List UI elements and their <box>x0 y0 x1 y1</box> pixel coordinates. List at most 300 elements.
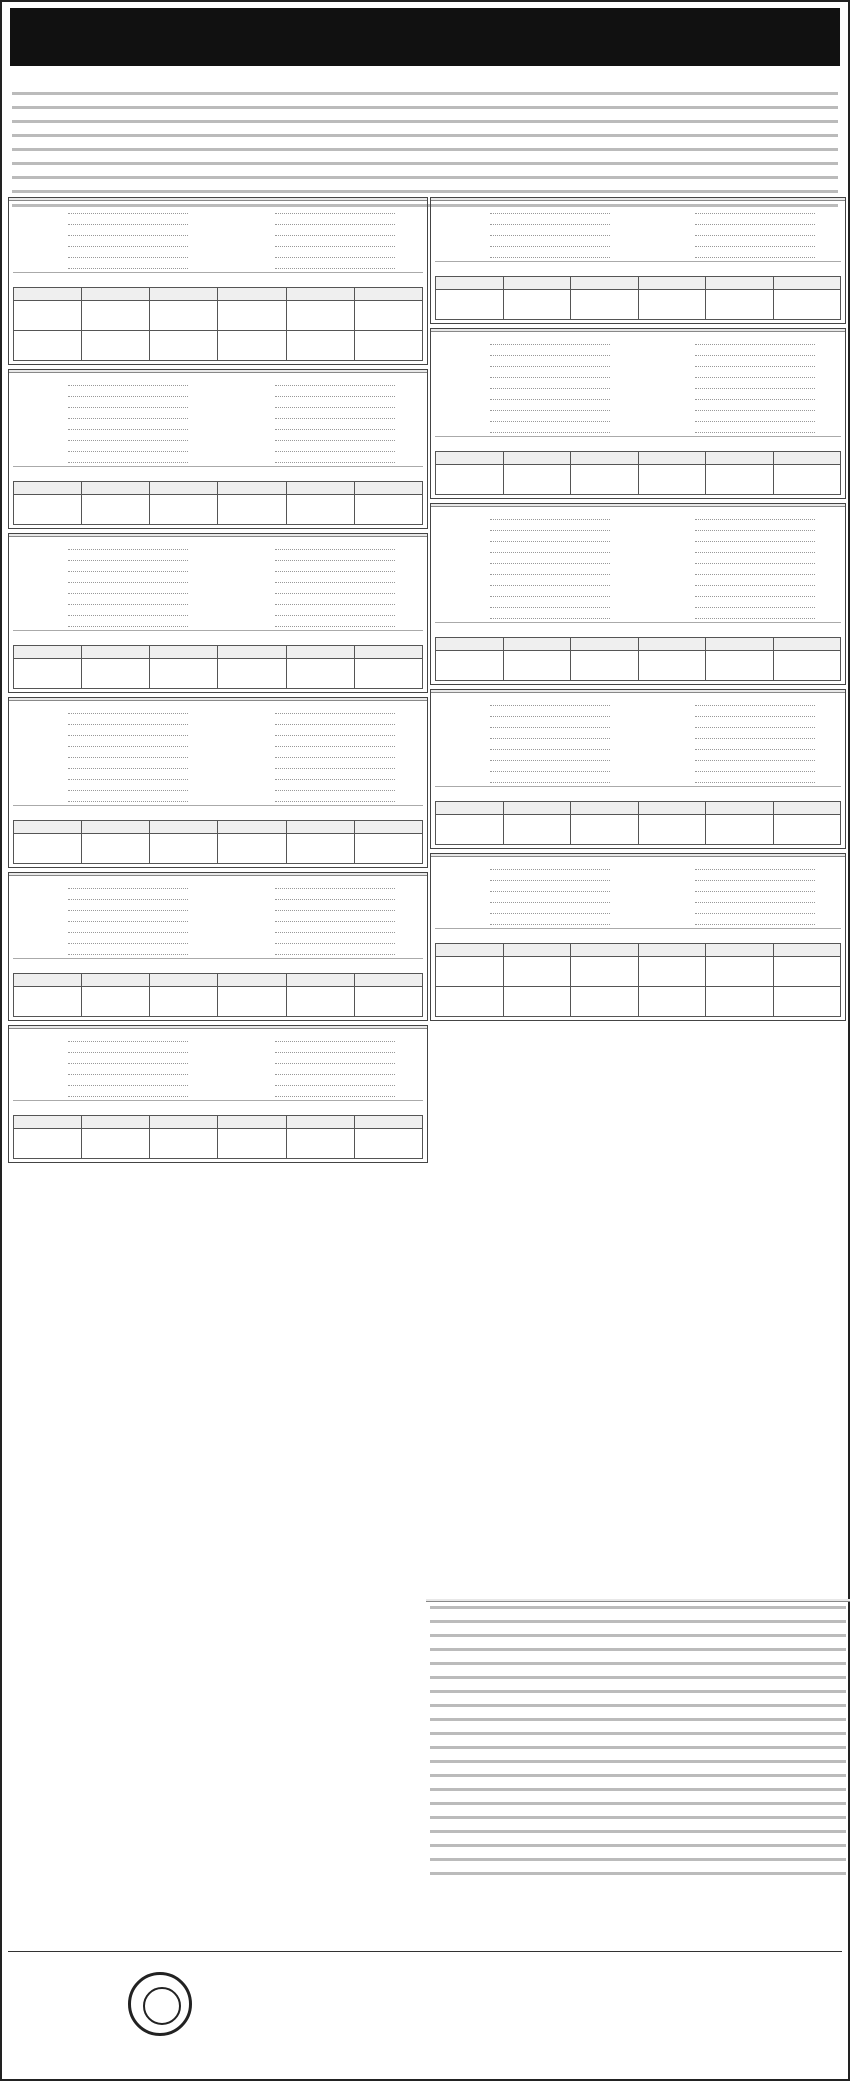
record-field <box>13 226 216 237</box>
notice-reference-line <box>435 928 841 940</box>
property-table-header <box>773 452 841 465</box>
table-cell <box>436 290 504 320</box>
property-table-header <box>218 974 286 987</box>
record-field <box>640 576 841 587</box>
notice-reference-line <box>13 1100 423 1112</box>
record-field <box>13 573 216 584</box>
intro-line <box>12 120 838 130</box>
record-field <box>435 237 636 248</box>
record-field <box>640 762 841 773</box>
table-row <box>14 834 423 864</box>
table-row <box>14 331 423 361</box>
notice-reference-line <box>435 622 841 634</box>
record-field <box>640 532 841 543</box>
record-field <box>640 390 841 401</box>
property-table-header <box>571 802 639 815</box>
record-field <box>13 409 216 420</box>
table-cell <box>354 834 422 864</box>
record-field <box>220 923 423 934</box>
table-cell <box>82 1129 150 1159</box>
table-cell <box>638 957 706 987</box>
record-field <box>13 792 216 803</box>
table-cell <box>706 987 774 1017</box>
property-table-header <box>218 1116 286 1129</box>
record-field <box>435 204 636 215</box>
record-field <box>13 453 216 464</box>
footer <box>8 1951 842 2071</box>
table-cell <box>286 301 354 331</box>
property-table-header <box>773 944 841 957</box>
intro-line <box>12 176 838 186</box>
record-field <box>220 1032 423 1043</box>
property-table-header <box>150 288 218 301</box>
table-cell <box>14 659 82 689</box>
left-record-6 <box>8 1025 428 1163</box>
property-table-header <box>218 646 286 659</box>
property-table-header <box>286 1116 354 1129</box>
property-table-header <box>14 1116 82 1129</box>
condition-line <box>430 1718 846 1728</box>
title-line-1 <box>10 12 840 36</box>
property-table <box>13 973 423 1017</box>
property-table-header <box>82 646 150 659</box>
property-table-header <box>773 802 841 815</box>
table-cell <box>571 815 639 845</box>
record-field <box>220 726 423 737</box>
record-field <box>13 584 216 595</box>
table-cell <box>638 815 706 845</box>
record-field <box>435 587 636 598</box>
property-table-header <box>571 452 639 465</box>
record-field <box>640 915 841 926</box>
record-field <box>435 893 636 904</box>
table-cell <box>503 957 571 987</box>
table-cell <box>150 659 218 689</box>
record-field <box>220 945 423 956</box>
table-cell <box>706 957 774 987</box>
table-cell <box>638 651 706 681</box>
property-table-header <box>150 646 218 659</box>
property-table-header <box>436 452 504 465</box>
record-field <box>640 565 841 576</box>
record-field <box>220 1076 423 1087</box>
property-table-header <box>354 1116 422 1129</box>
record-field <box>640 740 841 751</box>
record-field <box>435 565 636 576</box>
table-row <box>14 1129 423 1159</box>
record-field <box>220 442 423 453</box>
condition-line <box>430 1760 846 1770</box>
record-field <box>640 609 841 620</box>
record-field <box>640 904 841 915</box>
intro-paragraph <box>12 88 838 178</box>
property-table-header <box>773 277 841 290</box>
property-table-header <box>354 288 422 301</box>
record-field <box>435 707 636 718</box>
record-field <box>435 598 636 609</box>
table-cell <box>218 331 286 361</box>
property-table-header <box>638 802 706 815</box>
record-field <box>13 1032 216 1043</box>
property-table <box>435 637 841 681</box>
table-cell <box>571 987 639 1017</box>
record-field <box>13 1043 216 1054</box>
property-table-header <box>436 944 504 957</box>
record-field <box>220 453 423 464</box>
record-heading <box>431 690 845 693</box>
property-table-header <box>503 944 571 957</box>
record-field <box>640 215 841 226</box>
table-cell <box>150 301 218 331</box>
record-field <box>640 412 841 423</box>
record-field <box>220 781 423 792</box>
condition-line <box>430 1690 846 1700</box>
record-field <box>435 904 636 915</box>
record-field <box>640 237 841 248</box>
table-cell <box>82 495 150 525</box>
table-cell <box>150 1129 218 1159</box>
record-field <box>435 751 636 762</box>
record-field <box>435 412 636 423</box>
property-table-header <box>14 974 82 987</box>
record-field <box>220 737 423 748</box>
table-cell <box>436 651 504 681</box>
table-cell <box>773 957 841 987</box>
notice-reference-line <box>13 272 423 284</box>
record-field <box>13 737 216 748</box>
record-field <box>435 718 636 729</box>
record-field <box>220 226 423 237</box>
record-field <box>435 335 636 346</box>
record-field <box>435 915 636 926</box>
condition-line <box>430 1788 846 1798</box>
left-record-1 <box>8 197 428 365</box>
record-field <box>220 1065 423 1076</box>
table-cell <box>286 495 354 525</box>
record-heading <box>9 698 427 701</box>
right-record-3 <box>430 503 846 685</box>
right-record-2 <box>430 328 846 499</box>
property-table-header <box>14 646 82 659</box>
table-cell <box>436 987 504 1017</box>
condition-line <box>430 1844 846 1854</box>
record-field <box>220 573 423 584</box>
left-column <box>8 197 428 1887</box>
record-field <box>435 401 636 412</box>
condition-line <box>430 1816 846 1826</box>
right-record-1 <box>430 197 846 324</box>
table-cell <box>773 815 841 845</box>
property-table-header <box>286 974 354 987</box>
record-field <box>13 398 216 409</box>
record-field <box>13 215 216 226</box>
record-field <box>640 204 841 215</box>
record-field <box>220 595 423 606</box>
record-field <box>435 346 636 357</box>
record-field <box>220 912 423 923</box>
condition-line <box>430 1676 846 1686</box>
property-table-header <box>503 802 571 815</box>
condition-line <box>430 1830 846 1840</box>
property-table <box>13 820 423 864</box>
table-row <box>14 659 423 689</box>
record-field <box>13 540 216 551</box>
conditions-heading <box>426 1599 850 1602</box>
record-field <box>13 923 216 934</box>
table-cell <box>503 290 571 320</box>
table-cell <box>571 290 639 320</box>
table-cell <box>571 957 639 987</box>
record-field <box>13 912 216 923</box>
property-table-header <box>286 482 354 495</box>
table-row <box>436 957 841 987</box>
record-heading <box>9 198 427 201</box>
record-field <box>13 704 216 715</box>
record-field <box>435 226 636 237</box>
record-field <box>13 726 216 737</box>
record-field <box>220 606 423 617</box>
record-field <box>640 718 841 729</box>
table-cell <box>14 834 82 864</box>
record-field <box>220 409 423 420</box>
notice-reference-line <box>13 630 423 642</box>
table-cell <box>82 331 150 361</box>
record-field <box>435 510 636 521</box>
property-table-header <box>706 452 774 465</box>
table-cell <box>14 301 82 331</box>
table-cell <box>436 957 504 987</box>
record-field <box>220 879 423 890</box>
record-field <box>220 431 423 442</box>
record-field <box>435 860 636 871</box>
record-field <box>640 587 841 598</box>
record-field <box>13 759 216 770</box>
property-table-header <box>638 944 706 957</box>
property-table-header <box>82 821 150 834</box>
table-cell <box>82 987 150 1017</box>
record-heading <box>9 873 427 876</box>
property-table-header <box>218 482 286 495</box>
record-field <box>220 376 423 387</box>
record-field <box>13 442 216 453</box>
condition-line <box>430 1732 846 1742</box>
record-field <box>220 204 423 215</box>
condition-line <box>430 1634 846 1644</box>
table-cell <box>354 1129 422 1159</box>
property-table-header <box>82 482 150 495</box>
record-heading <box>431 854 845 857</box>
table-cell <box>436 465 504 495</box>
property-table <box>13 287 423 361</box>
table-row <box>436 815 841 845</box>
table-cell <box>706 290 774 320</box>
record-field <box>13 890 216 901</box>
property-table-header <box>571 277 639 290</box>
record-field <box>435 609 636 620</box>
table-cell <box>354 659 422 689</box>
record-field <box>220 890 423 901</box>
intro-line <box>12 148 838 158</box>
record-field <box>435 543 636 554</box>
property-table-header <box>14 821 82 834</box>
record-field <box>640 368 841 379</box>
record-field <box>220 901 423 912</box>
record-field <box>13 1054 216 1065</box>
record-field <box>13 562 216 573</box>
right-record-5 <box>430 853 846 1021</box>
record-field <box>435 532 636 543</box>
record-field <box>13 248 216 259</box>
record-field <box>435 248 636 259</box>
record-field <box>640 346 841 357</box>
table-cell <box>354 331 422 361</box>
property-table-header <box>571 944 639 957</box>
table-cell <box>82 301 150 331</box>
condition-line <box>430 1606 846 1616</box>
table-cell <box>150 987 218 1017</box>
property-table-header <box>503 638 571 651</box>
intro-line <box>12 92 838 102</box>
property-table-header <box>218 288 286 301</box>
record-field <box>13 1087 216 1098</box>
record-field <box>220 387 423 398</box>
right-record-4 <box>430 689 846 849</box>
property-table-header <box>150 1116 218 1129</box>
table-cell <box>218 301 286 331</box>
intro-line <box>12 106 838 116</box>
left-record-5 <box>8 872 428 1021</box>
record-field <box>13 1065 216 1076</box>
notice-title-banner <box>10 8 840 66</box>
left-record-2 <box>8 369 428 529</box>
record-field <box>640 773 841 784</box>
property-table-header <box>82 1116 150 1129</box>
record-field <box>220 770 423 781</box>
bank-logo-icon <box>128 1972 192 2036</box>
record-field <box>13 879 216 890</box>
table-cell <box>503 465 571 495</box>
record-field <box>640 423 841 434</box>
record-heading <box>9 534 427 537</box>
table-cell <box>503 651 571 681</box>
record-heading <box>9 370 427 373</box>
table-cell <box>773 465 841 495</box>
record-field <box>13 551 216 562</box>
table-cell <box>14 331 82 361</box>
property-table-header <box>638 277 706 290</box>
record-field <box>640 707 841 718</box>
record-field <box>220 248 423 259</box>
table-row <box>436 465 841 495</box>
table-cell <box>286 987 354 1017</box>
record-field <box>13 934 216 945</box>
record-field <box>220 704 423 715</box>
property-table-header <box>354 821 422 834</box>
record-field <box>220 562 423 573</box>
record-field <box>435 740 636 751</box>
record-field <box>640 696 841 707</box>
table-cell <box>354 495 422 525</box>
property-table <box>13 645 423 689</box>
record-field <box>220 584 423 595</box>
property-table <box>435 451 841 495</box>
record-field <box>640 335 841 346</box>
property-table-header <box>706 277 774 290</box>
condition-line <box>430 1802 846 1812</box>
table-cell <box>571 465 639 495</box>
record-field <box>640 882 841 893</box>
record-field <box>435 554 636 565</box>
table-cell <box>706 651 774 681</box>
property-table-header <box>354 974 422 987</box>
condition-line <box>430 1662 846 1672</box>
record-field <box>435 576 636 587</box>
condition-line <box>430 1774 846 1784</box>
table-cell <box>286 331 354 361</box>
property-table-header <box>706 802 774 815</box>
record-field <box>220 617 423 628</box>
property-table-header <box>638 638 706 651</box>
record-field <box>220 237 423 248</box>
notice-reference-line <box>13 805 423 817</box>
record-heading <box>431 329 845 332</box>
property-table-header <box>436 638 504 651</box>
table-cell <box>706 815 774 845</box>
property-table-header <box>82 974 150 987</box>
record-field <box>435 882 636 893</box>
table-cell <box>150 495 218 525</box>
record-field <box>13 901 216 912</box>
notice-reference-line <box>435 436 841 448</box>
table-cell <box>571 651 639 681</box>
notice-reference-line <box>13 958 423 970</box>
record-field <box>435 368 636 379</box>
table-row <box>436 290 841 320</box>
record-field <box>13 387 216 398</box>
record-field <box>220 715 423 726</box>
table-cell <box>286 1129 354 1159</box>
record-field <box>220 420 423 431</box>
record-field <box>640 379 841 390</box>
record-field <box>435 379 636 390</box>
table-cell <box>503 815 571 845</box>
record-field <box>640 893 841 904</box>
property-table-header <box>436 277 504 290</box>
table-cell <box>218 659 286 689</box>
record-field <box>640 729 841 740</box>
record-field <box>640 751 841 762</box>
record-field <box>220 934 423 945</box>
record-field <box>435 215 636 226</box>
record-field <box>640 598 841 609</box>
record-field <box>220 540 423 551</box>
record-field <box>220 551 423 562</box>
table-row <box>436 651 841 681</box>
record-field <box>13 204 216 215</box>
record-field <box>435 521 636 532</box>
record-field <box>435 423 636 434</box>
property-table-header <box>503 277 571 290</box>
property-table <box>435 801 841 845</box>
table-row <box>14 301 423 331</box>
record-field <box>13 431 216 442</box>
table-cell <box>218 495 286 525</box>
record-field <box>220 759 423 770</box>
record-field <box>13 945 216 956</box>
property-table-header <box>706 638 774 651</box>
property-table-header <box>354 646 422 659</box>
property-table-header <box>150 974 218 987</box>
